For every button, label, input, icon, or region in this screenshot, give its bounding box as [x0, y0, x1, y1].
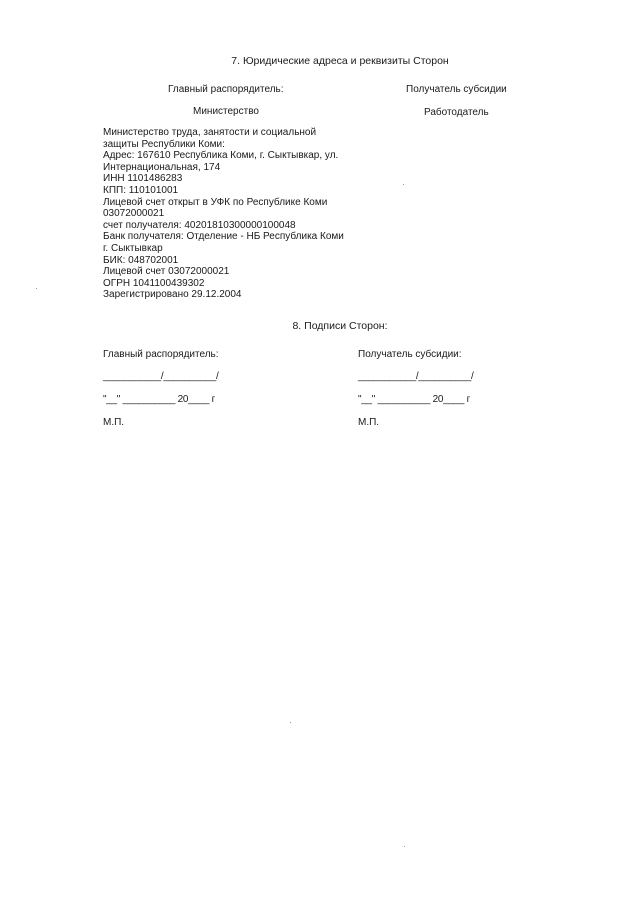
- signature-line-recipient: ___________/__________/: [358, 371, 474, 382]
- section-8-title: 8. Подписи Сторон:: [292, 320, 388, 332]
- recipient-title: Получатель субсидии: [406, 84, 507, 95]
- scan-speck: [290, 722, 291, 723]
- scan-speck: [36, 288, 37, 289]
- seal-placeholder-recipient: М.П.: [358, 417, 380, 428]
- seal-placeholder-chief-manager: М.П.: [103, 417, 125, 428]
- details-line: Банк получателя: Отделение - НБ Республика Коми: [103, 231, 344, 243]
- details-line: Лицевой счет открыт в УФК по Республике Коми: [103, 196, 328, 208]
- details-line: КПП: 110101001: [103, 184, 179, 196]
- chief-manager-title: Главный распорядитель:: [168, 84, 284, 95]
- details-line: ИНН 1101486283: [103, 173, 183, 185]
- date-line-chief-manager: "__" __________ 20____ г: [103, 394, 215, 405]
- details-line: ОГРН 1041100439302: [103, 277, 205, 289]
- scan-speck: [403, 184, 404, 185]
- details-line: г. Сыктывкар: [103, 242, 163, 254]
- date-line-recipient: "__" __________ 20____ г: [358, 394, 470, 405]
- details-line: защиты Республики Коми:: [103, 138, 225, 150]
- signature-line-chief-manager: ___________/__________/: [103, 371, 219, 382]
- details-line: Министерство труда, занятости и социальной: [103, 127, 317, 138]
- chief-manager-name: Министерство: [193, 106, 259, 117]
- details-line: Адрес: 167610 Республика Коми, г. Сыктывкар, ул.: [103, 150, 339, 162]
- signature-recipient-title: Получатель субсидии:: [358, 349, 462, 360]
- details-line: Зарегистрировано 29.12.2004: [103, 289, 242, 301]
- details-line: счет получателя: 40201810300000100048: [103, 219, 296, 231]
- section-7-title: 7. Юридические адреса и реквизиты Сторон: [231, 55, 449, 67]
- details-line: БИК: 048702001: [103, 254, 179, 266]
- details-line: Интернациональная, 174: [103, 161, 221, 173]
- recipient-name: Работодатель: [424, 107, 489, 118]
- details-line: Лицевой счет 03072000021: [103, 266, 230, 278]
- scan-speck: [404, 846, 405, 847]
- ministry-details: [103, 127, 363, 301]
- details-line: 03072000021: [103, 208, 165, 220]
- signature-chief-manager-title: Главный распорядитель:: [103, 349, 219, 360]
